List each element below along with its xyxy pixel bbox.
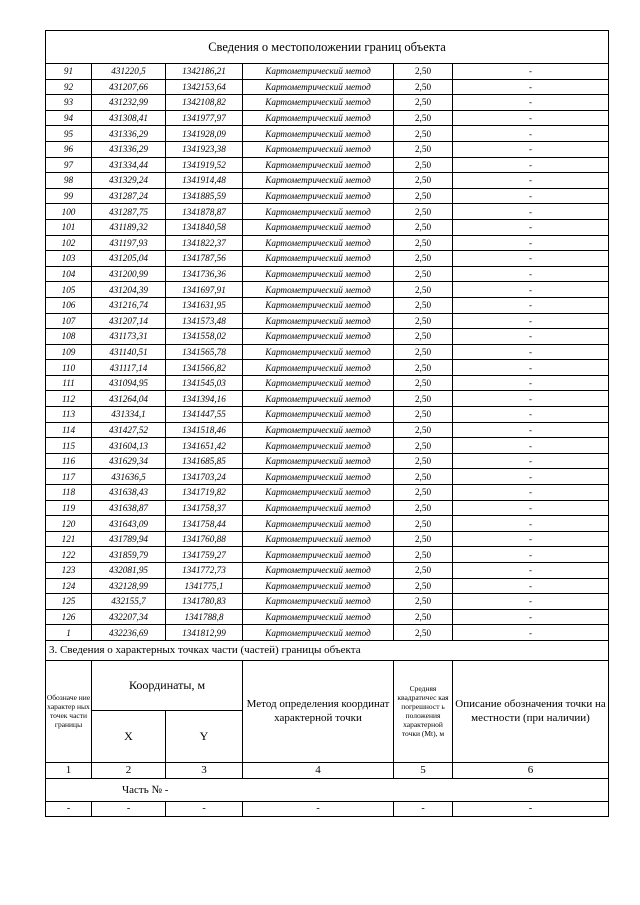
cell-point-number: 91 bbox=[46, 64, 92, 80]
cell-accuracy: 2,50 bbox=[394, 438, 453, 454]
cell-point-number: 97 bbox=[46, 157, 92, 173]
cell-accuracy: 2,50 bbox=[394, 282, 453, 298]
column-number: 1 bbox=[46, 762, 92, 778]
cell-accuracy: 2,50 bbox=[394, 422, 453, 438]
cell-method: Картометрический метод bbox=[243, 547, 394, 563]
cell-point-number: 1 bbox=[46, 625, 92, 641]
cell-method: Картометрический метод bbox=[243, 360, 394, 376]
cell-coord-y: 1341788,8 bbox=[166, 609, 243, 625]
table-row bbox=[46, 594, 609, 610]
cell-dash: - bbox=[92, 801, 166, 816]
cell-method: Картометрический метод bbox=[243, 453, 394, 469]
cell-accuracy: 2,50 bbox=[394, 126, 453, 142]
cell-dash: - bbox=[453, 801, 609, 816]
cell-coord-y: 1341885,59 bbox=[166, 188, 243, 204]
cell-coord-y: 1341545,03 bbox=[166, 375, 243, 391]
table-row bbox=[46, 173, 609, 189]
cell-point-number: 112 bbox=[46, 391, 92, 407]
cell-coord-y: 1341736,36 bbox=[166, 266, 243, 282]
cell-point-number: 121 bbox=[46, 531, 92, 547]
cell-method: Картометрический метод bbox=[243, 79, 394, 95]
cell-method: Картометрический метод bbox=[243, 594, 394, 610]
cell-description: - bbox=[453, 251, 609, 267]
column-number: 3 bbox=[166, 762, 243, 778]
cell-point-number: 114 bbox=[46, 422, 92, 438]
cell-coord-x: 431216,74 bbox=[92, 297, 166, 313]
cell-coord-x: 432128,99 bbox=[92, 578, 166, 594]
table-row bbox=[46, 219, 609, 235]
cell-accuracy: 2,50 bbox=[394, 329, 453, 345]
cell-coord-x: 431205,04 bbox=[92, 251, 166, 267]
cell-coord-y: 1341566,82 bbox=[166, 360, 243, 376]
cell-coord-x: 432081,95 bbox=[92, 563, 166, 579]
cell-coord-y: 1341760,88 bbox=[166, 531, 243, 547]
cell-accuracy: 2,50 bbox=[394, 485, 453, 501]
cell-accuracy: 2,50 bbox=[394, 578, 453, 594]
cell-description: - bbox=[453, 219, 609, 235]
table-row bbox=[46, 188, 609, 204]
cell-coord-x: 431117,14 bbox=[92, 360, 166, 376]
table-row bbox=[46, 157, 609, 173]
cell-coord-x: 432236,69 bbox=[92, 625, 166, 641]
cell-coord-y: 1341394,16 bbox=[166, 391, 243, 407]
cell-point-number: 117 bbox=[46, 469, 92, 485]
cell-description: - bbox=[453, 469, 609, 485]
table-row bbox=[46, 95, 609, 111]
table-row bbox=[46, 204, 609, 220]
cell-method: Картометрический метод bbox=[243, 625, 394, 641]
cell-point-number: 119 bbox=[46, 500, 92, 516]
cell-coord-y: 1341573,48 bbox=[166, 313, 243, 329]
cell-coord-y: 1342108,82 bbox=[166, 95, 243, 111]
cell-coord-y: 1341631,95 bbox=[166, 297, 243, 313]
cell-accuracy: 2,50 bbox=[394, 609, 453, 625]
cell-coord-x: 431200,99 bbox=[92, 266, 166, 282]
cell-method: Картометрический метод bbox=[243, 266, 394, 282]
cell-method: Картометрический метод bbox=[243, 110, 394, 126]
cell-coord-y: 1341812,99 bbox=[166, 625, 243, 641]
cell-method: Картометрический метод bbox=[243, 407, 394, 423]
cell-description: - bbox=[453, 485, 609, 501]
table-row bbox=[46, 578, 609, 594]
cell-point-number: 124 bbox=[46, 578, 92, 594]
table-row bbox=[46, 469, 609, 485]
cell-accuracy: 2,50 bbox=[394, 360, 453, 376]
header-accuracy: Средняя квадратичес кая погрешност ь положения характерной точки (Mt), м bbox=[394, 660, 453, 762]
cell-coord-y: 1341914,48 bbox=[166, 173, 243, 189]
cell-dash: - bbox=[243, 801, 394, 816]
table-row bbox=[46, 329, 609, 345]
cell-coord-x: 431287,75 bbox=[92, 204, 166, 220]
cell-point-number: 100 bbox=[46, 204, 92, 220]
cell-description: - bbox=[453, 375, 609, 391]
table-row bbox=[46, 344, 609, 360]
cell-coord-x: 431173,31 bbox=[92, 329, 166, 345]
cell-point-number: 111 bbox=[46, 375, 92, 391]
cell-method: Картометрический метод bbox=[243, 313, 394, 329]
cell-accuracy: 2,50 bbox=[394, 157, 453, 173]
boundary-table bbox=[45, 30, 609, 817]
cell-accuracy: 2,50 bbox=[394, 235, 453, 251]
cell-coord-x: 431204,39 bbox=[92, 282, 166, 298]
header-coordinates: Координаты, м bbox=[92, 660, 243, 710]
cell-point-number: 94 bbox=[46, 110, 92, 126]
cell-point-number: 106 bbox=[46, 297, 92, 313]
table-row bbox=[46, 563, 609, 579]
cell-dash: - bbox=[394, 801, 453, 816]
cell-coord-y: 1341758,44 bbox=[166, 516, 243, 532]
cell-accuracy: 2,50 bbox=[394, 110, 453, 126]
cell-coord-y: 1341775,1 bbox=[166, 578, 243, 594]
table-row bbox=[46, 360, 609, 376]
column-numbers-row bbox=[46, 762, 609, 778]
cell-coord-x: 431629,34 bbox=[92, 453, 166, 469]
cell-coord-y: 1341787,56 bbox=[166, 251, 243, 267]
table-row bbox=[46, 516, 609, 532]
cell-method: Картометрический метод bbox=[243, 422, 394, 438]
cell-coord-y: 1341772,73 bbox=[166, 563, 243, 579]
header-x: X bbox=[92, 710, 166, 762]
cell-point-number: 122 bbox=[46, 547, 92, 563]
cell-point-number: 120 bbox=[46, 516, 92, 532]
cell-accuracy: 2,50 bbox=[394, 297, 453, 313]
cell-point-number: 116 bbox=[46, 453, 92, 469]
column-number: 2 bbox=[92, 762, 166, 778]
cell-description: - bbox=[453, 344, 609, 360]
cell-coord-y: 1341928,09 bbox=[166, 126, 243, 142]
cell-point-number: 92 bbox=[46, 79, 92, 95]
cell-description: - bbox=[453, 126, 609, 142]
cell-point-number: 103 bbox=[46, 251, 92, 267]
cell-coord-x: 431140,51 bbox=[92, 344, 166, 360]
cell-description: - bbox=[453, 64, 609, 80]
cell-dash: - bbox=[166, 801, 243, 816]
cell-method: Картометрический метод bbox=[243, 563, 394, 579]
cell-coord-x: 431636,5 bbox=[92, 469, 166, 485]
cell-coord-x: 431638,87 bbox=[92, 500, 166, 516]
cell-coord-x: 431220,5 bbox=[92, 64, 166, 80]
cell-method: Картометрический метод bbox=[243, 391, 394, 407]
section-title-row bbox=[46, 31, 609, 64]
cell-coord-y: 1341923,38 bbox=[166, 141, 243, 157]
cell-method: Картометрический метод bbox=[243, 578, 394, 594]
cell-coord-y: 1341977,97 bbox=[166, 110, 243, 126]
table-row bbox=[46, 313, 609, 329]
cell-coord-x: 431264,04 bbox=[92, 391, 166, 407]
cell-description: - bbox=[453, 360, 609, 376]
cell-method: Картометрический метод bbox=[243, 204, 394, 220]
cell-description: - bbox=[453, 625, 609, 641]
cell-method: Картометрический метод bbox=[243, 438, 394, 454]
cell-coord-y: 1341651,42 bbox=[166, 438, 243, 454]
cell-method: Картометрический метод bbox=[243, 609, 394, 625]
cell-point-number: 96 bbox=[46, 141, 92, 157]
cell-description: - bbox=[453, 563, 609, 579]
cell-description: - bbox=[453, 157, 609, 173]
cell-coord-x: 431334,44 bbox=[92, 157, 166, 173]
cell-coord-y: 1342186,21 bbox=[166, 64, 243, 80]
cell-description: - bbox=[453, 500, 609, 516]
cell-accuracy: 2,50 bbox=[394, 344, 453, 360]
cell-description: - bbox=[453, 578, 609, 594]
table-row bbox=[46, 438, 609, 454]
table-row bbox=[46, 422, 609, 438]
cell-description: - bbox=[453, 313, 609, 329]
cell-accuracy: 2,50 bbox=[394, 219, 453, 235]
cell-point-number: 102 bbox=[46, 235, 92, 251]
cell-accuracy: 2,50 bbox=[394, 188, 453, 204]
cell-coord-x: 431287,24 bbox=[92, 188, 166, 204]
cell-method: Картометрический метод bbox=[243, 329, 394, 345]
cell-coord-y: 1341840,58 bbox=[166, 219, 243, 235]
document-sheet bbox=[45, 30, 608, 817]
cell-coord-y: 1341518,46 bbox=[166, 422, 243, 438]
table-row bbox=[46, 235, 609, 251]
cell-description: - bbox=[453, 266, 609, 282]
table-row bbox=[46, 375, 609, 391]
section-title: Сведения о местоположении границ объекта bbox=[46, 31, 609, 64]
cell-coord-x: 431334,1 bbox=[92, 407, 166, 423]
cell-point-number: 109 bbox=[46, 344, 92, 360]
cell-method: Картометрический метод bbox=[243, 297, 394, 313]
cell-description: - bbox=[453, 391, 609, 407]
table-row bbox=[46, 141, 609, 157]
cell-method: Картометрический метод bbox=[243, 500, 394, 516]
cell-point-number: 104 bbox=[46, 266, 92, 282]
cell-method: Картометрический метод bbox=[243, 485, 394, 501]
table-row bbox=[46, 79, 609, 95]
cell-description: - bbox=[453, 531, 609, 547]
cell-description: - bbox=[453, 188, 609, 204]
cell-accuracy: 2,50 bbox=[394, 500, 453, 516]
cell-point-number: 99 bbox=[46, 188, 92, 204]
cell-point-number: 123 bbox=[46, 563, 92, 579]
cell-accuracy: 2,50 bbox=[394, 251, 453, 267]
cell-coord-x: 431336,29 bbox=[92, 141, 166, 157]
cell-accuracy: 2,50 bbox=[394, 173, 453, 189]
cell-coord-y: 1341697,91 bbox=[166, 282, 243, 298]
cell-description: - bbox=[453, 141, 609, 157]
cell-accuracy: 2,50 bbox=[394, 266, 453, 282]
cell-coord-y: 1341685,85 bbox=[166, 453, 243, 469]
cell-method: Картометрический метод bbox=[243, 157, 394, 173]
header-y: Y bbox=[166, 710, 243, 762]
cell-coord-x: 431329,24 bbox=[92, 173, 166, 189]
table-row bbox=[46, 110, 609, 126]
cell-point-number: 93 bbox=[46, 95, 92, 111]
cell-point-number: 125 bbox=[46, 594, 92, 610]
cell-description: - bbox=[453, 95, 609, 111]
cell-coord-x: 431643,09 bbox=[92, 516, 166, 532]
cell-accuracy: 2,50 bbox=[394, 563, 453, 579]
cell-description: - bbox=[453, 110, 609, 126]
cell-description: - bbox=[453, 407, 609, 423]
cell-point-number: 126 bbox=[46, 609, 92, 625]
cell-method: Картометрический метод bbox=[243, 375, 394, 391]
cell-coord-x: 432207,34 bbox=[92, 609, 166, 625]
cell-accuracy: 2,50 bbox=[394, 407, 453, 423]
table-row bbox=[46, 609, 609, 625]
cell-coord-x: 431207,14 bbox=[92, 313, 166, 329]
cell-coord-y: 1341447,55 bbox=[166, 407, 243, 423]
cell-method: Картометрический метод bbox=[243, 141, 394, 157]
cell-description: - bbox=[453, 594, 609, 610]
cell-coord-x: 431232,99 bbox=[92, 95, 166, 111]
cell-method: Картометрический метод bbox=[243, 235, 394, 251]
cell-coord-x: 431336,29 bbox=[92, 126, 166, 142]
cell-coord-y: 1342153,64 bbox=[166, 79, 243, 95]
cell-point-number: 110 bbox=[46, 360, 92, 376]
cell-accuracy: 2,50 bbox=[394, 469, 453, 485]
cell-accuracy: 2,50 bbox=[394, 313, 453, 329]
column-number: 4 bbox=[243, 762, 394, 778]
header-point-designation: Обозначе ние характер ных точек части границы bbox=[46, 660, 92, 762]
cell-method: Картометрический метод bbox=[243, 282, 394, 298]
cell-method: Картометрический метод bbox=[243, 173, 394, 189]
section3-title: 3. Сведения о характерных точках части (частей) границы объекта bbox=[46, 640, 609, 660]
cell-accuracy: 2,50 bbox=[394, 531, 453, 547]
cell-accuracy: 2,50 bbox=[394, 625, 453, 641]
cell-accuracy: 2,50 bbox=[394, 64, 453, 80]
cell-coord-y: 1341758,37 bbox=[166, 500, 243, 516]
cell-method: Картометрический метод bbox=[243, 469, 394, 485]
cell-coord-x: 431638,43 bbox=[92, 485, 166, 501]
cell-description: - bbox=[453, 453, 609, 469]
cell-method: Картометрический метод bbox=[243, 126, 394, 142]
cell-coord-y: 1341919,52 bbox=[166, 157, 243, 173]
cell-dash: - bbox=[46, 801, 92, 816]
cell-coord-x: 431859,79 bbox=[92, 547, 166, 563]
cell-accuracy: 2,50 bbox=[394, 95, 453, 111]
cell-coord-x: 431604,13 bbox=[92, 438, 166, 454]
table-row bbox=[46, 251, 609, 267]
cell-description: - bbox=[453, 297, 609, 313]
header-row-1 bbox=[46, 660, 609, 710]
cell-accuracy: 2,50 bbox=[394, 594, 453, 610]
column-number: 5 bbox=[394, 762, 453, 778]
cell-point-number: 101 bbox=[46, 219, 92, 235]
cell-coord-y: 1341759,27 bbox=[166, 547, 243, 563]
part-label: Часть № - bbox=[46, 778, 609, 801]
cell-coord-x: 431197,93 bbox=[92, 235, 166, 251]
header-description: Описание обозначения точки на местности (при наличии) bbox=[453, 660, 609, 762]
cell-description: - bbox=[453, 282, 609, 298]
table-row bbox=[46, 126, 609, 142]
cell-coord-y: 1341558,02 bbox=[166, 329, 243, 345]
cell-method: Картометрический метод bbox=[243, 188, 394, 204]
cell-accuracy: 2,50 bbox=[394, 391, 453, 407]
cell-description: - bbox=[453, 204, 609, 220]
cell-description: - bbox=[453, 79, 609, 95]
cell-coord-x: 431189,32 bbox=[92, 219, 166, 235]
table-row bbox=[46, 297, 609, 313]
cell-description: - bbox=[453, 609, 609, 625]
cell-method: Картометрический метод bbox=[243, 95, 394, 111]
cell-point-number: 98 bbox=[46, 173, 92, 189]
cell-accuracy: 2,50 bbox=[394, 141, 453, 157]
cell-description: - bbox=[453, 329, 609, 345]
header-method: Метод определения координат характерной точки bbox=[243, 660, 394, 762]
cell-point-number: 107 bbox=[46, 313, 92, 329]
table-row bbox=[46, 625, 609, 641]
cell-accuracy: 2,50 bbox=[394, 516, 453, 532]
cell-accuracy: 2,50 bbox=[394, 204, 453, 220]
cell-point-number: 113 bbox=[46, 407, 92, 423]
part-label-row bbox=[46, 778, 609, 801]
column-number: 6 bbox=[453, 762, 609, 778]
cell-method: Картометрический метод bbox=[243, 251, 394, 267]
table-row bbox=[46, 485, 609, 501]
cell-description: - bbox=[453, 173, 609, 189]
cell-description: - bbox=[453, 422, 609, 438]
cell-description: - bbox=[453, 235, 609, 251]
cell-accuracy: 2,50 bbox=[394, 375, 453, 391]
cell-description: - bbox=[453, 516, 609, 532]
cell-coord-y: 1341878,87 bbox=[166, 204, 243, 220]
empty-data-row bbox=[46, 801, 609, 816]
table-row bbox=[46, 266, 609, 282]
cell-point-number: 95 bbox=[46, 126, 92, 142]
table-row bbox=[46, 391, 609, 407]
cell-coord-y: 1341780,83 bbox=[166, 594, 243, 610]
cell-coord-x: 431427,52 bbox=[92, 422, 166, 438]
table-row bbox=[46, 500, 609, 516]
cell-accuracy: 2,50 bbox=[394, 79, 453, 95]
table-row bbox=[46, 453, 609, 469]
cell-coord-x: 431207,66 bbox=[92, 79, 166, 95]
cell-coord-y: 1341565,78 bbox=[166, 344, 243, 360]
cell-coord-y: 1341703,24 bbox=[166, 469, 243, 485]
table-row bbox=[46, 64, 609, 80]
cell-accuracy: 2,50 bbox=[394, 453, 453, 469]
table-row bbox=[46, 547, 609, 563]
cell-method: Картометрический метод bbox=[243, 516, 394, 532]
cell-method: Картометрический метод bbox=[243, 344, 394, 360]
cell-point-number: 115 bbox=[46, 438, 92, 454]
cell-coord-x: 432155,7 bbox=[92, 594, 166, 610]
cell-description: - bbox=[453, 438, 609, 454]
cell-coord-x: 431308,41 bbox=[92, 110, 166, 126]
cell-description: - bbox=[453, 547, 609, 563]
cell-point-number: 105 bbox=[46, 282, 92, 298]
cell-method: Картометрический метод bbox=[243, 219, 394, 235]
cell-coord-x: 431789,94 bbox=[92, 531, 166, 547]
cell-coord-y: 1341719,82 bbox=[166, 485, 243, 501]
cell-method: Картометрический метод bbox=[243, 531, 394, 547]
table-row bbox=[46, 531, 609, 547]
section3-title-row bbox=[46, 640, 609, 660]
cell-point-number: 108 bbox=[46, 329, 92, 345]
cell-coord-x: 431094,95 bbox=[92, 375, 166, 391]
cell-point-number: 118 bbox=[46, 485, 92, 501]
cell-method: Картометрический метод bbox=[243, 64, 394, 80]
cell-coord-y: 1341822,37 bbox=[166, 235, 243, 251]
table-row bbox=[46, 282, 609, 298]
cell-accuracy: 2,50 bbox=[394, 547, 453, 563]
table-row bbox=[46, 407, 609, 423]
